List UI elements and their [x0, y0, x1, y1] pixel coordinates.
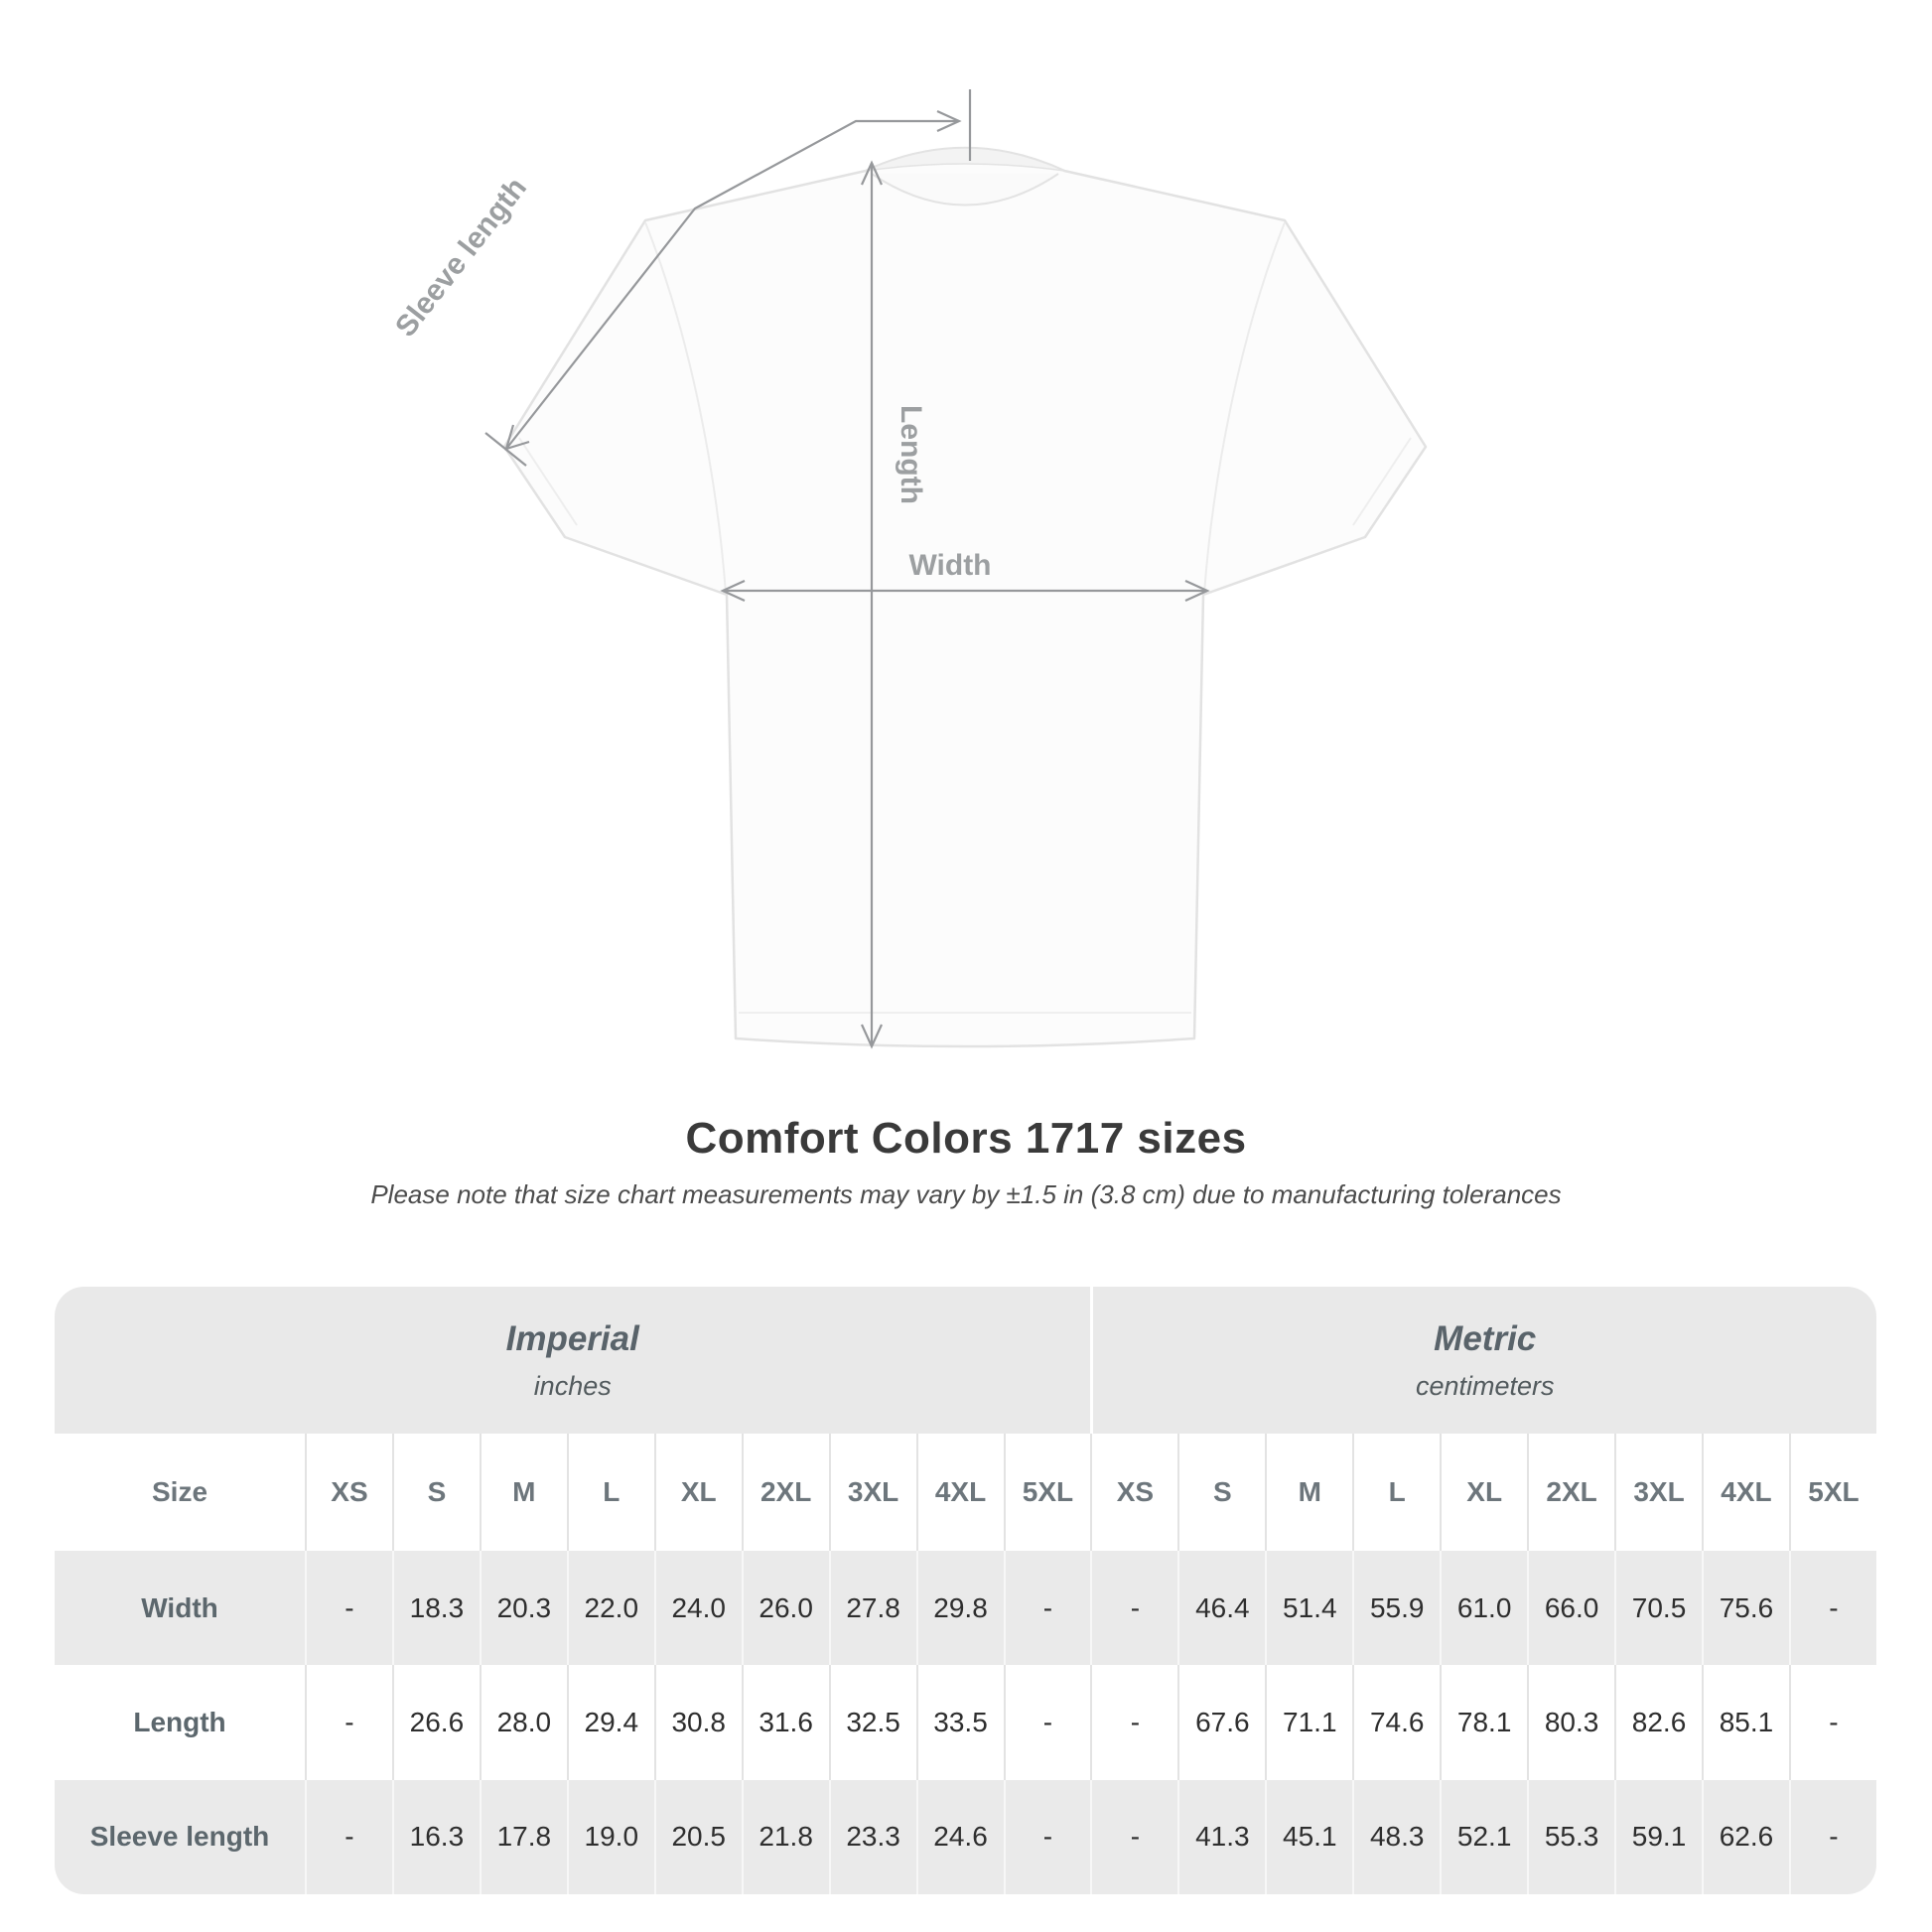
value-cell: 45.1 [1265, 1780, 1352, 1894]
size-header-cell: XL [1440, 1434, 1527, 1551]
value-cell: 66.0 [1527, 1551, 1614, 1665]
value-cell: 26.6 [392, 1665, 480, 1779]
value-cell: 21.8 [742, 1780, 829, 1894]
group-name-metric: Metric [1434, 1318, 1537, 1358]
size-header-cell: 3XL [829, 1434, 916, 1551]
title-block [0, 1114, 1932, 1210]
row-label: Width [55, 1551, 305, 1665]
value-cell: - [1789, 1551, 1876, 1665]
size-header-cell: L [567, 1434, 654, 1551]
value-cell: 22.0 [567, 1551, 654, 1665]
value-cell: 71.1 [1265, 1665, 1352, 1779]
value-cell: 62.6 [1702, 1780, 1789, 1894]
size-header-cell: XS [305, 1434, 392, 1551]
size-header-cell: XL [654, 1434, 742, 1551]
value-cell: 18.3 [392, 1551, 480, 1665]
value-cell: - [305, 1665, 392, 1779]
page-title: Comfort Colors 1717 sizes [685, 1114, 1247, 1163]
value-cell: 55.9 [1352, 1551, 1440, 1665]
value-cell: 48.3 [1352, 1780, 1440, 1894]
value-cell: - [305, 1780, 392, 1894]
value-cell: 41.3 [1177, 1780, 1265, 1894]
value-cell: - [1789, 1665, 1876, 1779]
table-row-length [55, 1665, 1876, 1779]
table-row-sleeve-length [55, 1780, 1876, 1894]
size-header-cell: M [480, 1434, 567, 1551]
value-cell: 32.5 [829, 1665, 916, 1779]
value-cell: - [1090, 1665, 1177, 1779]
value-cell: 78.1 [1440, 1665, 1527, 1779]
value-cell: 19.0 [567, 1780, 654, 1894]
value-cell: - [305, 1551, 392, 1665]
value-cell: 70.5 [1614, 1551, 1702, 1665]
value-cell: 29.4 [567, 1665, 654, 1779]
value-cell: 24.0 [654, 1551, 742, 1665]
tshirt-body [504, 148, 1426, 1046]
group-unit-metric: centimeters [1415, 1370, 1555, 1401]
value-cell: - [1090, 1780, 1177, 1894]
value-cell: 51.4 [1265, 1551, 1352, 1665]
tshirt-shape [504, 148, 1426, 1046]
value-cell: 23.3 [829, 1780, 916, 1894]
length-label: Length [895, 405, 927, 504]
size-header-cell: 3XL [1614, 1434, 1702, 1551]
size-header-cell: XS [1090, 1434, 1177, 1551]
size-header-cell: 2XL [742, 1434, 829, 1551]
value-cell: 46.4 [1177, 1551, 1265, 1665]
value-cell: 61.0 [1440, 1551, 1527, 1665]
size-header-cell: 5XL [1789, 1434, 1876, 1551]
width-label: Width [908, 549, 992, 582]
value-cell: 26.0 [742, 1551, 829, 1665]
value-cell: - [1004, 1551, 1091, 1665]
sleeve-length-label: Sleeve length [388, 171, 534, 344]
value-cell: 24.6 [916, 1780, 1004, 1894]
value-cell: 17.8 [480, 1780, 567, 1894]
value-cell: 30.8 [654, 1665, 742, 1779]
value-cell: 20.3 [480, 1551, 567, 1665]
size-header-cell: 2XL [1527, 1434, 1614, 1551]
size-column-header: Size [55, 1434, 305, 1551]
size-header-cell: S [392, 1434, 480, 1551]
value-cell: 27.8 [829, 1551, 916, 1665]
value-cell: 29.8 [916, 1551, 1004, 1665]
value-cell: 80.3 [1527, 1665, 1614, 1779]
value-cell: 67.6 [1177, 1665, 1265, 1779]
size-table [55, 1287, 1876, 1894]
value-cell: 82.6 [1614, 1665, 1702, 1779]
value-cell: - [1789, 1780, 1876, 1894]
group-header-metric [1090, 1287, 1876, 1434]
group-unit-imperial: inches [533, 1370, 612, 1401]
value-cell: - [1004, 1665, 1091, 1779]
size-header-cell: 4XL [916, 1434, 1004, 1551]
value-cell: - [1090, 1551, 1177, 1665]
value-cell: 55.3 [1527, 1780, 1614, 1894]
group-name-imperial: Imperial [505, 1318, 639, 1358]
value-cell: - [1004, 1780, 1091, 1894]
size-header-cell: M [1265, 1434, 1352, 1551]
value-cell: 85.1 [1702, 1665, 1789, 1779]
value-cell: 28.0 [480, 1665, 567, 1779]
size-table-container [55, 1287, 1876, 1894]
size-header-cell: 5XL [1004, 1434, 1091, 1551]
group-header-imperial [55, 1287, 1090, 1434]
value-cell: 33.5 [916, 1665, 1004, 1779]
size-header-cell: 4XL [1702, 1434, 1789, 1551]
table-row-width [55, 1551, 1876, 1665]
row-label: Length [55, 1665, 305, 1779]
value-cell: 20.5 [654, 1780, 742, 1894]
value-cell: 59.1 [1614, 1780, 1702, 1894]
tolerance-note: Please note that size chart measurements may vary by ±1.5 in (3.8 cm) due to manufacturing tolerances [370, 1179, 1562, 1209]
value-cell: 52.1 [1440, 1780, 1527, 1894]
value-cell: 31.6 [742, 1665, 829, 1779]
size-header-cell: S [1177, 1434, 1265, 1551]
size-header-cell: L [1352, 1434, 1440, 1551]
unit-group-row [55, 1287, 1876, 1434]
value-cell: 75.6 [1702, 1551, 1789, 1665]
value-cell: 74.6 [1352, 1665, 1440, 1779]
row-label: Sleeve length [55, 1780, 305, 1894]
size-header-row [55, 1434, 1876, 1551]
value-cell: 16.3 [392, 1780, 480, 1894]
